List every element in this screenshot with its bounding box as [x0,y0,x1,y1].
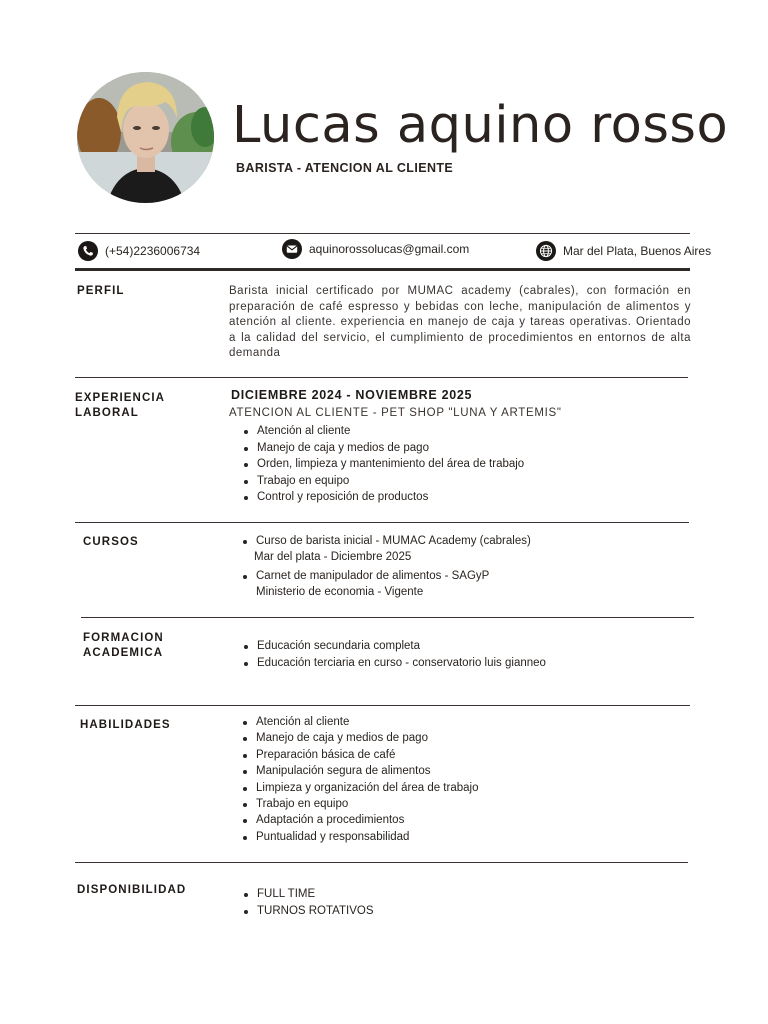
section-title-line: EXPERIENCIA [75,392,166,404]
phone-text: (+54)2236006734 [105,244,201,258]
perfil-text: Barista inicial certificado por MUMAC academy (cabrales), con formación en preparación de café espresso y bebidas con leche, manipulación de alimentos y atención al cliente. experiencia en manejo de caja y tareas operativas. Orientado a la calidad del servicio, el cumplimiento de procedimientos en entornos de alta demanda [229,285,691,359]
job-title: BARISTA - ATENCION AL CLIENTE [236,161,454,175]
phone-icon [78,241,98,261]
email-icon [282,239,302,259]
section-title-formacion [83,631,164,661]
list-item: Atención al cliente [242,423,524,440]
section-title-line: ACADEMICA [83,647,164,659]
list-item: Orden, limpieza y mantenimiento del área de trabajo [242,456,524,473]
contact-top-divider [75,233,690,234]
list-item: Manejo de caja y medios de pago [242,440,524,457]
profile-photo [77,72,214,203]
section-title-cursos: CURSOS [83,536,139,548]
skills-list [241,714,478,845]
contact-email [282,239,469,259]
globe-icon [536,241,556,261]
contact-phone [78,241,200,261]
section-divider [75,377,688,378]
list-item: FULL TIME [242,886,374,903]
list-item: TURNOS ROTATIVOS [242,903,374,920]
section-title-experiencia [75,391,165,421]
list-item: Carnet de manipulador de alimentos - SAGyP [241,568,489,585]
list-item: Trabajo en equipo [241,796,478,812]
list-item: Educación secundaria completa [242,638,546,655]
email-text[interactable]: aquinorossolucas@gmail.com [309,242,470,256]
courses-list-2 [241,568,489,585]
list-item: Atención al cliente [241,714,478,730]
experience-list [242,423,524,506]
section-title-perfil: PERFIL [77,285,125,297]
availability-list [242,886,374,920]
section-title-habilidades: HABILIDADES [80,719,171,731]
section-divider [81,617,694,618]
section-divider [75,705,690,706]
contact-bottom-divider [75,268,690,271]
list-item: Puntualidad y responsabilidad [241,829,478,845]
section-divider [75,862,688,863]
list-item: Limpieza y organización del área de trabajo [241,780,478,796]
list-item: Curso de barista inicial - MUMAC Academy (cabrales) [241,533,531,550]
education-list [242,638,546,672]
list-item: Control y reposición de productos [242,489,524,506]
contact-location [536,241,711,261]
list-item: Adaptación a procedimientos [241,812,478,828]
section-title-disponibilidad: DISPONIBILIDAD [77,884,187,896]
courses-list-1 [241,533,531,550]
list-item: Trabajo en equipo [242,473,524,490]
list-item: Manipulación segura de alimentos [241,763,478,779]
section-divider [75,522,689,523]
list-item: Manejo de caja y medios de pago [241,730,478,746]
candidate-name: Lucas aquino rosso [232,96,729,155]
section-title-line: FORMACION [83,632,164,644]
course-detail: Ministerio de economia - Vigente [256,586,424,598]
section-title-line: LABORAL [75,407,139,419]
list-item: Educación terciaria en curso - conservatorio luis gianneo [242,655,546,672]
experience-role: ATENCION AL CLIENTE - PET SHOP "LUNA Y ARTEMIS" [229,407,562,419]
location-text: Mar del Plata, Buenos Aires [563,244,712,258]
list-item: Preparación básica de café [241,747,478,763]
experience-date: DICIEMBRE 2024 - NOVIEMBRE 2025 [231,388,473,402]
course-detail: Mar del plata - Diciembre 2025 [254,551,412,563]
